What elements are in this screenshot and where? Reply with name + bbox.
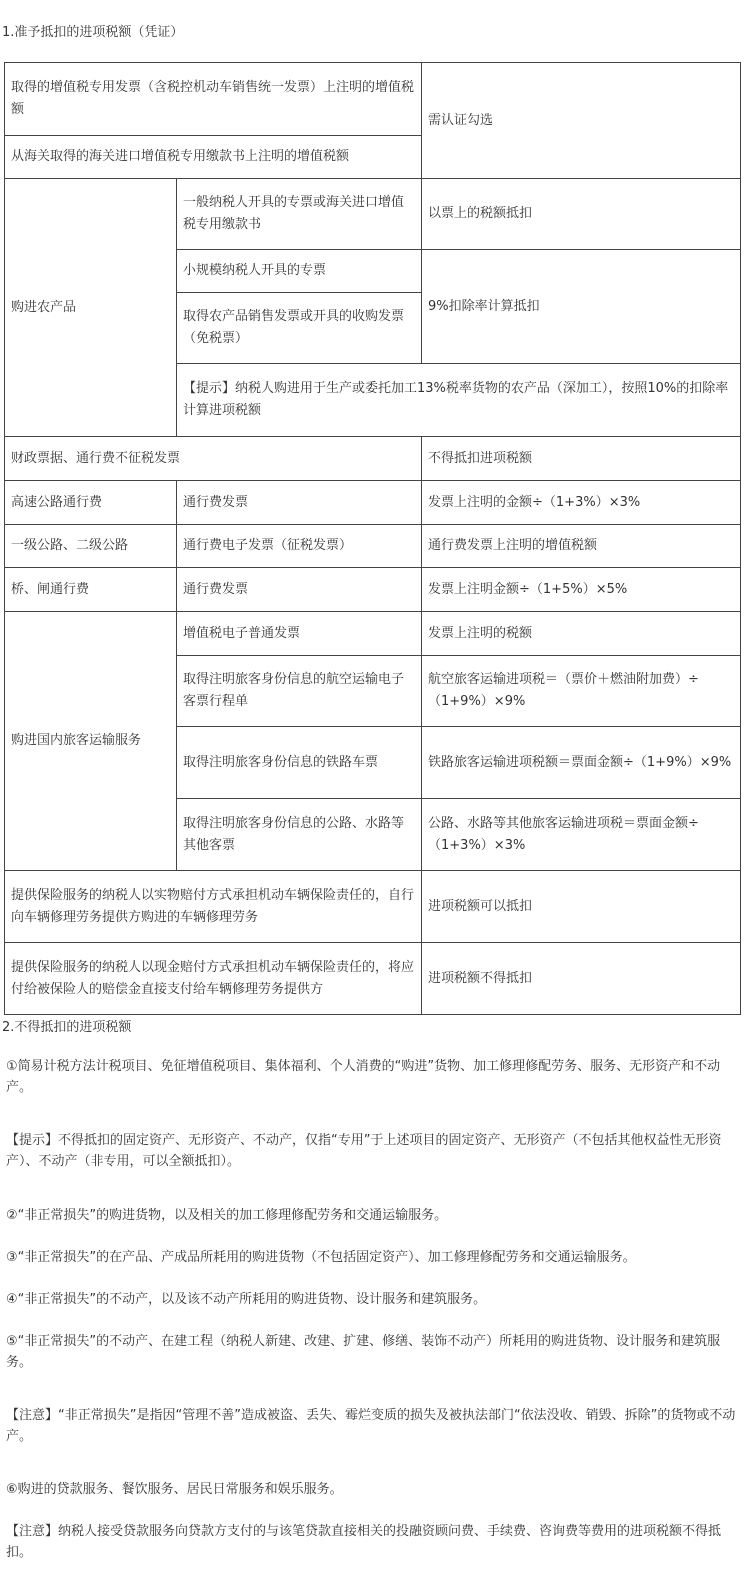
table-row <box>5 943 741 1015</box>
table-row <box>5 179 741 250</box>
paragraph: 【注意】纳税人接受贷款服务向贷款方支付的与该笔贷款直接相关的投融资顾问费、手续费、咨询费等费用的进项税额不得抵扣。 <box>6 1524 722 1560</box>
paragraph: ⑤“非正常损失”的不动产、在建工程（纳税人新建、改建、扩建、修缮、装饰不动产）所耗用的购进货物、设计服务和建筑服务。 <box>6 1334 721 1370</box>
table-cell: 进项税额不得抵扣 <box>422 943 741 1015</box>
table-row <box>5 525 741 568</box>
table-cell: 进项税额可以抵扣 <box>422 871 741 943</box>
table-cell: 9%扣除率计算抵扣 <box>422 250 741 364</box>
table-row <box>5 481 741 525</box>
table-cell: 财政票据、通行费不征税发票 <box>5 437 422 481</box>
table-cell: 公路、水路等其他旅客运输进项税＝票面金额÷（1+3%）×3% <box>422 799 741 871</box>
table-cell: 以票上的税额抵扣 <box>422 179 741 250</box>
table-cell: 发票上注明的金额÷（1+3%）×3% <box>422 481 741 525</box>
table-cell: 桥、闸通行费 <box>5 568 177 612</box>
table-cell: 通行费发票 <box>177 481 422 525</box>
table-cell: 需认证勾选 <box>422 63 741 179</box>
paragraph: ⑥购进的贷款服务、餐饮服务、居民日常服务和娱乐服务。 <box>6 1482 343 1497</box>
section-2-title: 2.不得抵扣的进项税额 <box>2 1020 132 1035</box>
table-row <box>5 568 741 612</box>
table-cell: 提供保险服务的纳税人以现金赔付方式承担机动车辆保险责任的，将应付给被保险人的赔偿金直接支付给车辆修理劳务提供方 <box>5 943 422 1015</box>
table-cell: 发票上注明的税额 <box>422 612 741 656</box>
table-cell: 取得注明旅客身份信息的航空运输电子客票行程单 <box>177 656 422 727</box>
table-row <box>5 63 741 136</box>
table-cell: 一级公路、二级公路 <box>5 525 177 568</box>
paragraph: ①简易计税方法计税项目、免征增值税项目、集体福利、个人消费的“购进”货物、加工修理修配劳务、服务、无形资产和不动产。 <box>6 1059 721 1095</box>
table-cell: 发票上注明金额÷（1+5%）×5% <box>422 568 741 612</box>
table-cell: 一般纳税人开具的专票或海关进口增值税专用缴款书 <box>177 179 422 250</box>
paragraph: 【注意】“非正常损失”是指因“管理不善”造成被盗、丢失、霉烂变质的损失及被执法部门“依法没收、销毁、拆除”的货物或不动产。 <box>6 1408 736 1444</box>
table-cell: 通行费发票 <box>177 568 422 612</box>
paragraph: ④“非正常损失”的不动产，以及该不动产所耗用的购进货物、设计服务和建筑服务。 <box>6 1292 487 1307</box>
table-cell: 不得抵扣进项税额 <box>422 437 741 481</box>
input-tax-table <box>4 62 741 1015</box>
table-cell: 提供保险服务的纳税人以实物赔付方式承担机动车辆保险责任的，自行向车辆修理劳务提供方购进的车辆修理劳务 <box>5 871 422 943</box>
table-row <box>5 437 741 481</box>
paragraph: ③“非正常损失”的在产品、产成品所耗用的购进货物（不包括固定资产）、加工修理修配劳务和交通运输服务。 <box>6 1250 636 1265</box>
table-cell: 【提示】纳税人购进用于生产或委托加工13%税率货物的农产品（深加工），按照10%的扣除率计算进项税额 <box>177 364 741 437</box>
table-cell: 航空旅客运输进项税＝（票价＋燃油附加费）÷（1+9%）×9% <box>422 656 741 727</box>
table-cell: 购进国内旅客运输服务 <box>5 612 177 871</box>
table-cell: 取得注明旅客身份信息的公路、水路等其他客票 <box>177 799 422 871</box>
table-cell: 取得注明旅客身份信息的铁路车票 <box>177 727 422 799</box>
table-cell: 取得农产品销售发票或开具的收购发票（免税票） <box>177 293 422 364</box>
table-cell: 从海关取得的海关进口增值税专用缴款书上注明的增值税额 <box>5 136 422 179</box>
table-row <box>5 612 741 656</box>
table-cell: 购进农产品 <box>5 179 177 437</box>
paragraph: 【提示】不得抵扣的固定资产、无形资产、不动产，仅指“专用”于上述项目的固定资产、无形资产（不包括其他权益性无形资产）、不动产（非专用，可以全额抵扣）。 <box>6 1133 722 1169</box>
table-cell: 铁路旅客运输进项税额＝票面金额÷（1+9%）×9% <box>422 727 741 799</box>
table-cell: 通行费电子发票（征税发票） <box>177 525 422 568</box>
table-cell: 通行费发票上注明的增值税额 <box>422 525 741 568</box>
paragraph: ②“非正常损失”的购进货物，以及相关的加工修理修配劳务和交通运输服务。 <box>6 1208 448 1223</box>
table-cell: 高速公路通行费 <box>5 481 177 525</box>
section-1-title: 1.准予抵扣的进项税额（凭证） <box>2 25 184 40</box>
table-cell: 增值税电子普通发票 <box>177 612 422 656</box>
table-cell: 小规模纳税人开具的专票 <box>177 250 422 293</box>
table-cell: 取得的增值税专用发票（含税控机动车销售统一发票）上注明的增值税额 <box>5 63 422 136</box>
table-row <box>5 871 741 943</box>
